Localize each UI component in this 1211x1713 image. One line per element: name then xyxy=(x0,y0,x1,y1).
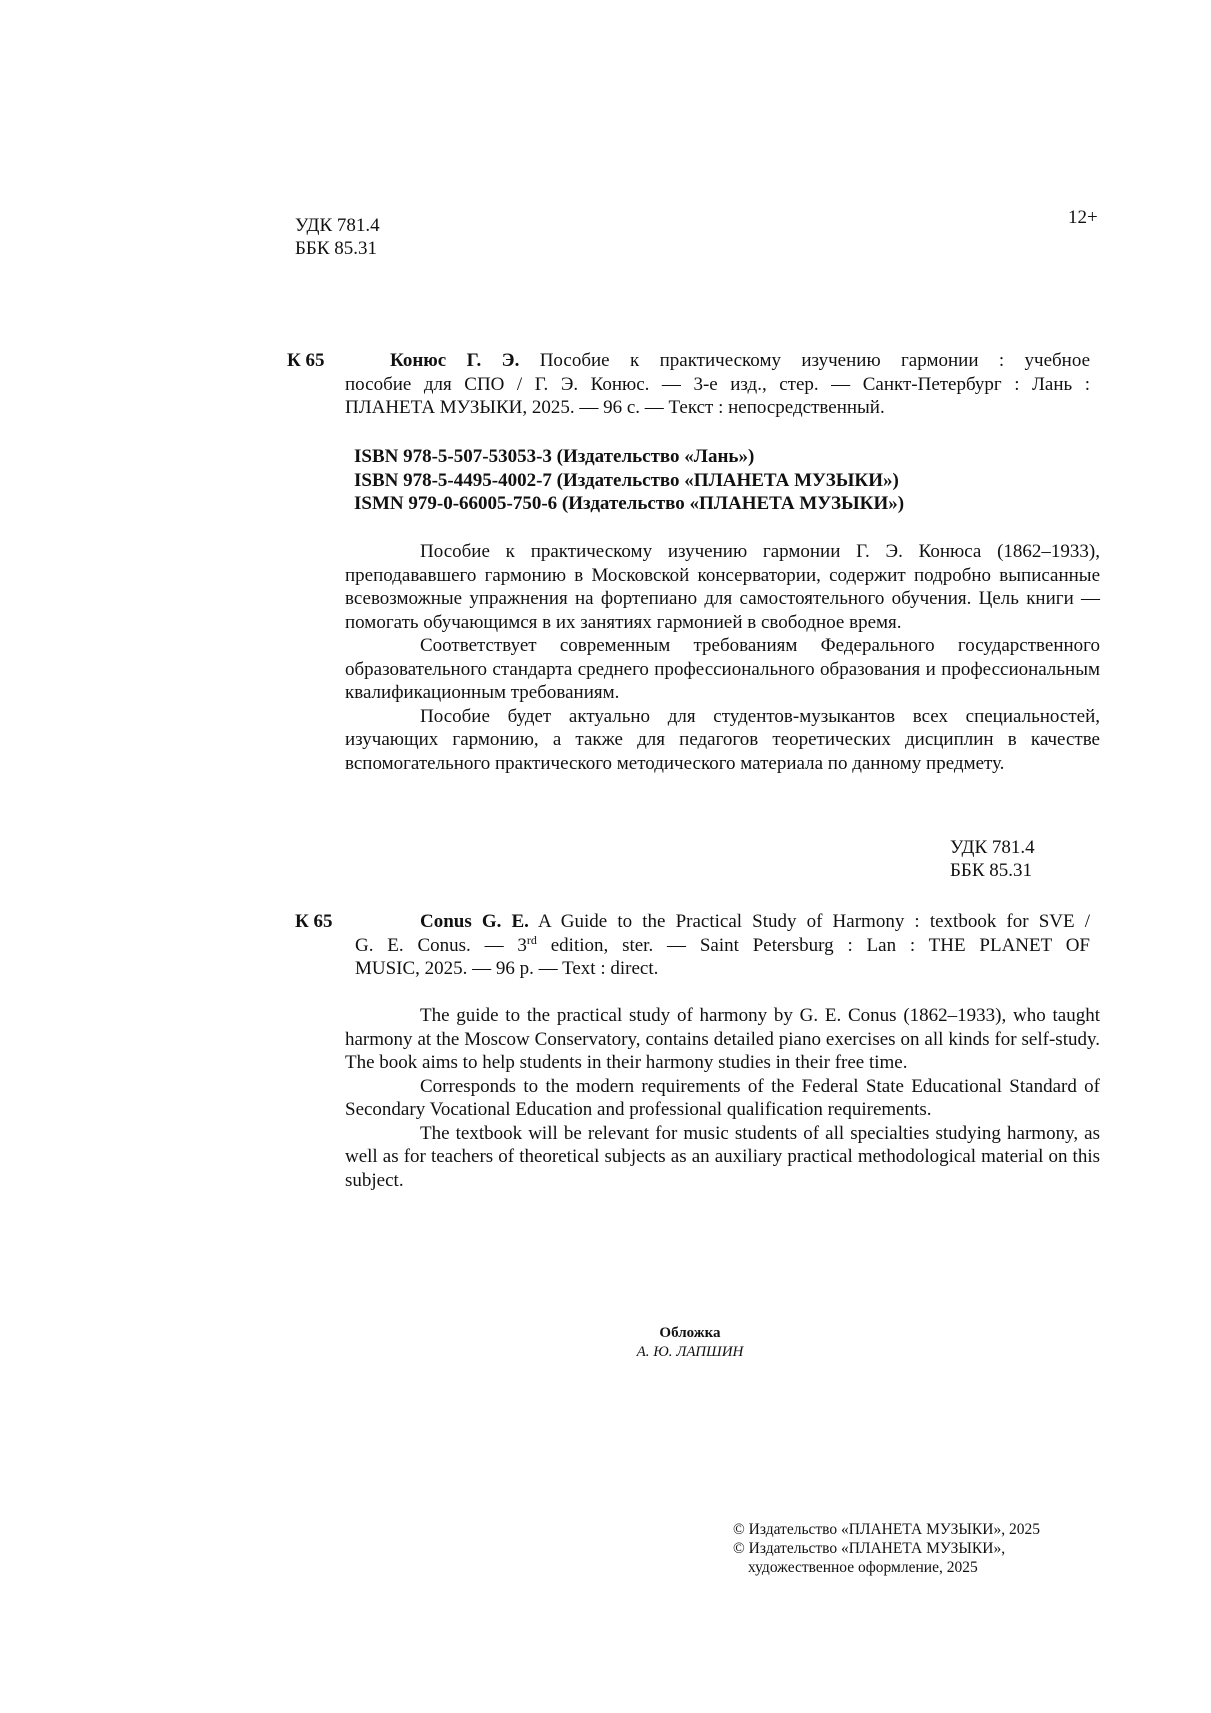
citation-en-line3: MUSIC, 2025. — 96 p. — Text : direct. xyxy=(355,958,659,979)
annotation-en-paragraph: The guide to the practical study of harmony by G. E. Conus (1862–1933), who taught harmony at the Moscow Conservatory, contains detailed piano exercises on all kinds for self-study. The book aims to help students in their harmony studies in their free time. xyxy=(345,1005,1100,1073)
annotation-ru-paragraph: Пособие будет актуально для студентов-музыкантов всех специальностей, изучающих гармонию, а также для педагогов теоретических дисциплин в качестве вспомогательного практического методического материала по данному предмету. xyxy=(345,705,1100,774)
bbk-code-ru: ББК 85.31 xyxy=(950,860,1032,881)
isbn-lan: ISBN 978-5-507-53053-3 (Издательство «Лань») xyxy=(354,446,755,467)
age-rating: 12+ xyxy=(1068,207,1098,228)
annotation-ru-paragraph: Пособие к практическому изучению гармонии Г. Э. Конюса (1862–1933), преподававшего гармонию в Московской консерватории, содержит подробно выписанные всевозможные упражнения на фортепиано для самостоятельного обучения. Цель книги — помогать обучающимся в их занятиях гармонией в свободное время. xyxy=(345,541,1100,633)
udk-code-header: УДК 781.4 xyxy=(295,215,380,236)
citation-ru-line2: пособие для СПО / Г. Э. Конюс. — 3-е изд., стер. — Санкт-Петербург : Лань : xyxy=(345,373,1090,395)
udk-code-ru: УДК 781.4 xyxy=(950,837,1035,858)
isbn-planet: ISBN 978-5-4495-4002-7 (Издательство «ПЛАНЕТА МУЗЫКИ») xyxy=(354,469,899,491)
citation-ru-line1: Пособие к практическому изучению гармонии : учебное xyxy=(519,350,1091,371)
bbk-code-header: ББК 85.31 xyxy=(295,238,377,259)
annotation-en-paragraph: Corresponds to the modern requirements of the Federal State Educational Standard of Secondary Vocational Education and professional qualification requirements. xyxy=(345,1075,1100,1120)
annotation-ru xyxy=(345,540,1100,775)
citation-en-line1: A Guide to the Practical Study of Harmony : textbook for SVE / xyxy=(528,911,1090,932)
copyright-line: художественное оформление, 2025 xyxy=(748,1559,978,1576)
citation-en-line2-pre: G. E. Conus. — 3 xyxy=(355,934,527,956)
copyright-line: © Издательство «ПЛАНЕТА МУЗЫКИ», 2025 xyxy=(733,1521,1040,1538)
author-en: Conus G. E. xyxy=(420,911,529,932)
copyright-block xyxy=(733,1520,1040,1577)
ordinal-superscript: rd xyxy=(526,932,537,947)
citation-en-line2 xyxy=(355,934,1090,958)
citation-ru-line3: ПЛАНЕТА МУЗЫКИ, 2025. — 96 с. — Текст : непосредственный. xyxy=(345,397,885,418)
cover-label: Обложка xyxy=(659,1325,721,1341)
author-ru: Конюс Г. Э. xyxy=(390,350,520,371)
citation-en-line2-post: edition, ster. — Saint Petersburg : Lan : THE PLANET OF xyxy=(536,934,1090,956)
isbn-block xyxy=(354,445,904,516)
annotation-en xyxy=(345,1004,1100,1192)
annotation-en-paragraph: The textbook will be relevant for music students of all specialties studying harmony, as well as for teachers of theoretical subjects as an auxiliary practical methodological material on this subject. xyxy=(345,1122,1100,1191)
author-mark-ru: К 65 xyxy=(287,350,325,371)
ismn-planet: ISMN 979-0-66005-750-6 (Издательство «ПЛАНЕТА МУЗЫКИ») xyxy=(354,493,905,514)
cover-artist: А. Ю. ЛАПШИН xyxy=(636,1344,744,1360)
copyright-line: © Издательство «ПЛАНЕТА МУЗЫКИ», xyxy=(733,1540,1006,1557)
citation-ru xyxy=(345,349,1090,420)
author-mark-en: К 65 xyxy=(295,911,333,932)
citation-en xyxy=(355,910,1090,981)
annotation-ru-paragraph: Соответствует современным требованиям Федерального государственного образовательного стандарта среднего профессионального образования и профессиональным квалификационным требованиям. xyxy=(345,635,1100,703)
